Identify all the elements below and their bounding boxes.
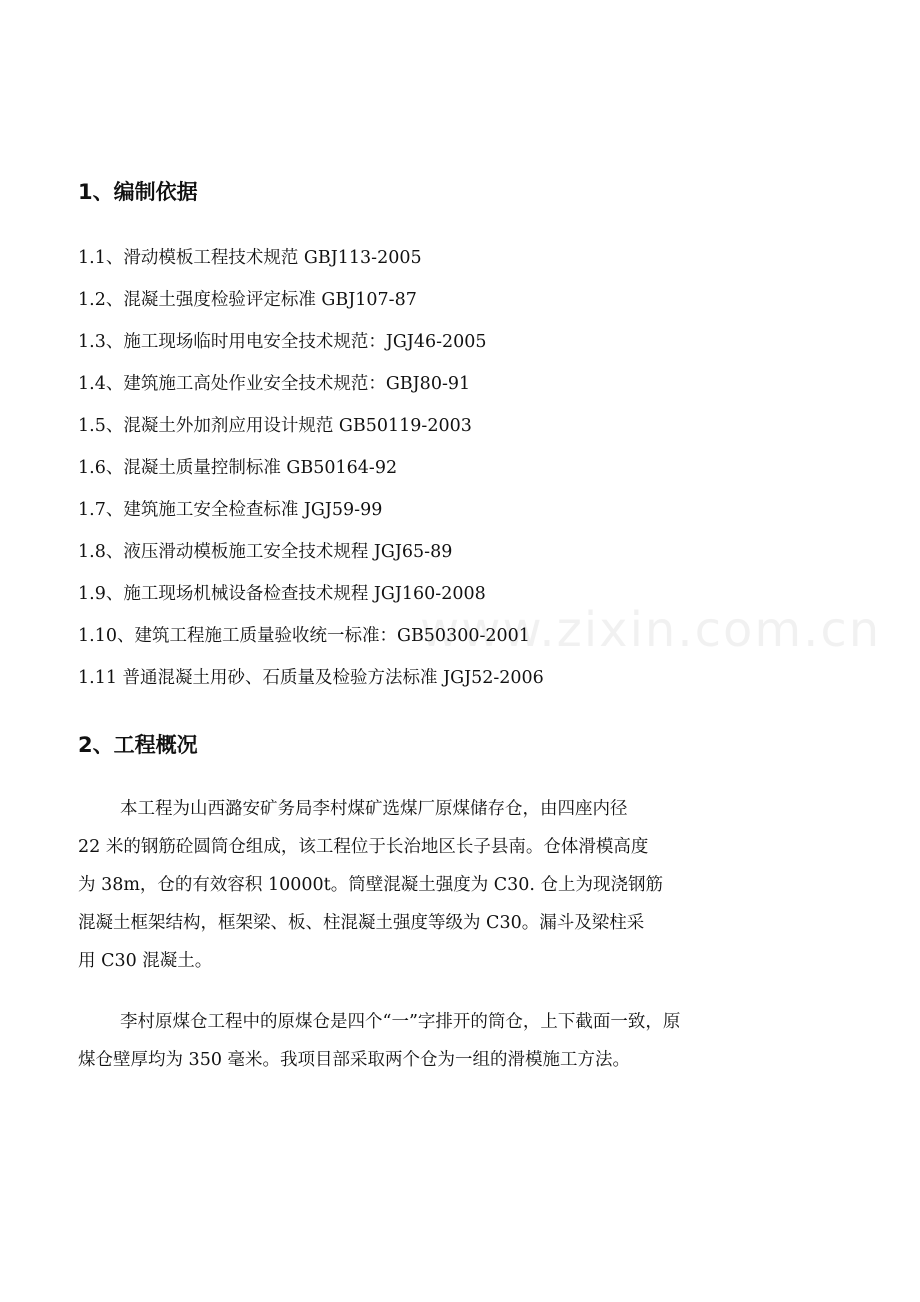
reference-item: 1.4、建筑施工高处作业安全技术规范：GBJ80-91	[78, 374, 471, 394]
reference-item: 1.2、混凝土强度检验评定标准 GBJ107-87	[78, 290, 417, 310]
reference-item: 1.1、滑动模板工程技术规范 GBJ113-2005	[78, 248, 422, 268]
silo-description-paragraph	[78, 1008, 680, 1084]
reference-item: 1.9、施工现场机械设备检查技术规程 JGJ160-2008	[78, 584, 486, 604]
reference-item: 1.7、建筑施工安全检查标准 JGJ59-99	[78, 500, 383, 520]
paragraph-line: 李村原煤仓工程中的原煤仓是四个“一”字排开的筒仓，上下截面一致，原	[120, 1012, 681, 1032]
section-2-heading: 2、工程概况	[78, 733, 198, 757]
paragraph-line: 本工程为山西潞安矿务局李村煤矿选煤厂原煤储存仓，由四座内径	[120, 799, 628, 819]
paragraph-line: 混凝土框架结构，框架梁、板、柱混凝土强度等级为 C30。漏斗及梁柱采	[78, 913, 645, 933]
section-1-heading: 1、编制依据	[78, 180, 198, 204]
reference-item: 1.6、混凝土质量控制标准 GB50164-92	[78, 458, 398, 478]
paragraph-line: 为 38m，仓的有效容积 10000t。筒壁混凝土强度为 C30. 仓上为现浇钢筋	[78, 875, 664, 895]
reference-item: 1.11 普通混凝土用砂、石质量及检验方法标准 JGJ52-2006	[78, 668, 544, 688]
reference-item: 1.3、施工现场临时用电安全技术规范：JGJ46-2005	[78, 332, 487, 352]
reference-item: 1.8、液压滑动模板施工安全技术规程 JGJ65-89	[78, 542, 453, 562]
reference-item: 1.10、建筑工程施工质量验收统一标准：GB50300-2001	[78, 626, 530, 646]
paragraph-line: 煤仓壁厚均为 350 毫米。我项目部采取两个仓为一组的滑模施工方法。	[78, 1050, 631, 1070]
project-overview-paragraph	[78, 795, 663, 985]
reference-item: 1.5、混凝土外加剂应用设计规范 GB50119-2003	[78, 416, 472, 436]
watermark-text: www.zixin.com.cn	[420, 602, 882, 658]
paragraph-line: 22 米的钢筋砼圆筒仓组成，该工程位于长治地区长子县南。仓体滑模高度	[78, 837, 649, 857]
paragraph-line: 用 C30 混凝土。	[78, 951, 213, 971]
